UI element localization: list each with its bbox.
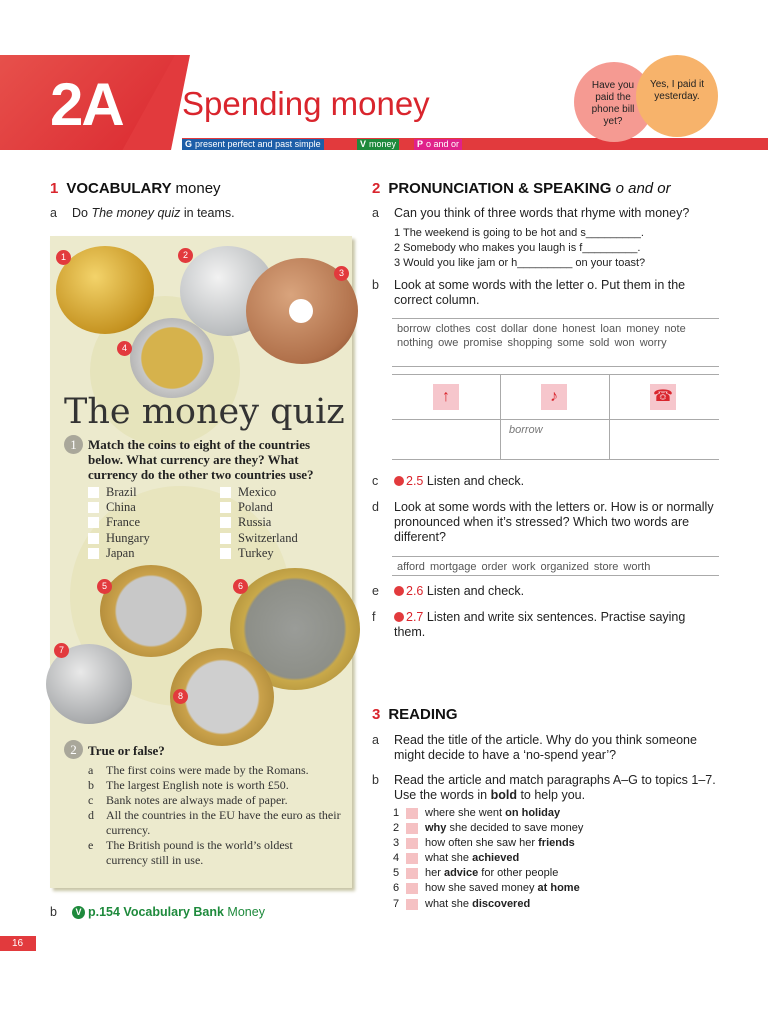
grid-example-word: borrow <box>509 424 543 436</box>
country-label: Turkey <box>238 546 274 560</box>
tf-statement: The British pound is the world’s oldest currency still in use. <box>106 838 293 867</box>
answer-box[interactable] <box>406 883 418 894</box>
word-box-or: afford mortgage order work organized store worth <box>392 556 719 576</box>
topic-text: how she saved money at home <box>425 882 580 894</box>
topic-number: 6 <box>393 882 400 894</box>
tf-label: e <box>88 838 94 852</box>
audio-icon[interactable] <box>394 612 404 622</box>
tf-statement: The first coins were made by the Romans. <box>106 763 309 777</box>
answer-box[interactable] <box>406 853 418 864</box>
topic-text: what she discovered <box>425 898 531 910</box>
topic-number: 3 <box>393 837 400 849</box>
up-arrow-icon: ↑ <box>433 384 459 410</box>
coin-number: 4 <box>117 341 132 356</box>
coin-number: 1 <box>56 250 71 265</box>
section-pronunciation-heading: 2 PRONUNCIATION & SPEAKING o and or <box>372 180 671 197</box>
pron-item: 3 Would you like jam or h_________ on your toast? <box>394 257 646 269</box>
page-title: Spending money <box>182 85 430 122</box>
topic-number: 7 <box>393 898 400 910</box>
checkbox[interactable] <box>88 487 99 498</box>
quiz-title: The money quiz <box>64 392 345 432</box>
country-label: Russia <box>238 515 272 529</box>
quiz-question-number: 1 <box>64 435 83 454</box>
topic-text: what she achieved <box>425 852 520 864</box>
sound-columns-table <box>392 374 719 460</box>
coin-brazil <box>100 565 202 657</box>
tf-label: c <box>88 793 94 807</box>
section-reading-heading: 3 READING <box>372 706 458 723</box>
country-label: Poland <box>238 500 273 514</box>
word-box-o: borrow clothes cost dollar done honest loan money note nothing owe promise shopping some sold won worry <box>392 318 719 367</box>
speech-bubble-answer: Yes, I paid it yesterday. <box>636 55 718 137</box>
tf-label: a <box>88 763 94 777</box>
checkbox[interactable] <box>88 502 99 513</box>
topic-number: 4 <box>393 852 400 864</box>
topic-text: how often she saw her friends <box>425 837 575 849</box>
tag-grammar: G present perfect and past simple <box>182 139 324 150</box>
coin-hole <box>289 299 313 323</box>
tf-label: d <box>88 808 94 822</box>
vocabulary-bank-icon: V <box>72 906 85 919</box>
country-label: Brazil <box>106 485 137 499</box>
audio-icon[interactable] <box>394 476 404 486</box>
tf-statement: All the countries in the EU have the euro as their currency. <box>106 808 341 837</box>
topic-text: her advice for other people <box>425 867 559 879</box>
quiz-question-number: 2 <box>64 740 83 759</box>
pron-item: 1 The weekend is going to be hot and s_________. <box>394 227 644 239</box>
coin-number: 7 <box>54 643 69 658</box>
pron-item: 2 Somebody who makes you laugh is f_________. <box>394 242 641 254</box>
topic-number: 1 <box>393 807 400 819</box>
coin-number: 3 <box>334 266 349 281</box>
checkbox[interactable] <box>88 517 99 528</box>
coin-number: 2 <box>178 248 193 263</box>
speech-bubble-question: Have you paid the phone bill yet? <box>574 62 654 142</box>
tag-vocabulary: V money <box>357 139 399 150</box>
audio-icon[interactable] <box>394 586 404 596</box>
section-vocabulary-heading: 1 VOCABULARY money <box>50 180 221 197</box>
telephone-icon: ☎ <box>650 384 676 410</box>
topic-number: 2 <box>393 822 400 834</box>
tag-pronunciation: P o and or <box>414 139 462 150</box>
answer-box[interactable] <box>406 838 418 849</box>
page-number: 16 <box>0 936 36 951</box>
answer-box[interactable] <box>406 808 418 819</box>
country-label: France <box>106 515 141 529</box>
coin-number: 5 <box>97 579 112 594</box>
checkbox[interactable] <box>220 487 231 498</box>
bell-icon: ♪ <box>541 384 567 410</box>
answer-box[interactable] <box>406 823 418 834</box>
country-label: Switzerland <box>238 531 298 545</box>
coin-poland <box>130 318 214 398</box>
topic-number: 5 <box>393 867 400 879</box>
coin-number: 8 <box>173 689 188 704</box>
quiz-question-1: Match the coins to eight of the countries below. What currency are they? What currency do the other two countries use? <box>88 437 314 482</box>
checkbox[interactable] <box>88 533 99 544</box>
tf-statement: Bank notes are always made of paper. <box>106 793 288 807</box>
tf-label: b <box>88 778 94 792</box>
coin-number: 6 <box>233 579 248 594</box>
country-label: Hungary <box>106 531 150 545</box>
unit-number: 2A <box>50 71 123 138</box>
checkbox[interactable] <box>88 548 99 559</box>
country-label: Mexico <box>238 485 277 499</box>
checkbox[interactable] <box>220 517 231 528</box>
topic-text: why she decided to save money <box>425 822 584 834</box>
checkbox[interactable] <box>220 533 231 544</box>
topic-text: where she went on holiday <box>425 807 561 819</box>
answer-box[interactable] <box>406 899 418 910</box>
country-label: China <box>106 500 136 514</box>
answer-box[interactable] <box>406 868 418 879</box>
checkbox[interactable] <box>220 548 231 559</box>
checkbox[interactable] <box>220 502 231 513</box>
quiz-question-2: True or false? <box>88 743 165 758</box>
vocabulary-bank-link[interactable]: p.154 Vocabulary Bank <box>88 905 224 919</box>
tf-statement: The largest English note is worth £50. <box>106 778 289 792</box>
country-label: Japan <box>106 546 135 560</box>
